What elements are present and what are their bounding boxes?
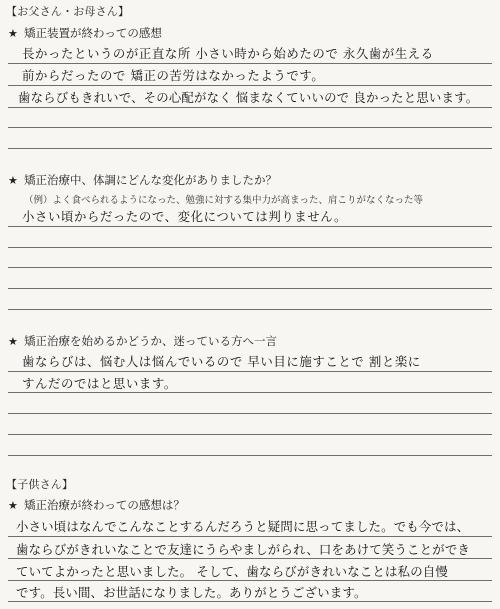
- answer-rule: [8, 267, 492, 268]
- parents-q3-prompt-text: 矯正治療を始めるかどうか、迷っている方へ一言: [24, 334, 277, 348]
- answer-rule: [8, 226, 492, 227]
- parents-q1-answer-line-3: 歯ならびもきれいで、その心配がなく 悩まなくていいので 良かったと思います。: [18, 90, 479, 105]
- parents-q2-prompt-text: 矯正治療中、体調にどんな変化がありましたか？: [24, 173, 277, 187]
- answer-rule: [8, 580, 492, 581]
- answer-rule: [8, 536, 492, 537]
- answer-rule: [8, 455, 492, 456]
- answer-rule: [8, 392, 492, 393]
- star-bullet-icon: ★: [8, 499, 18, 512]
- parents-q2-example: （例）よく食べられるようになった、勉強に対する集中力が高まった、肩こりがなくなった等: [24, 195, 424, 206]
- answer-rule: [8, 371, 492, 372]
- parents-section-header: 【お父さん・お母さん】: [6, 5, 130, 18]
- child-q1-answer-line-2: 歯ならびがきれいなことで友達にうらやましがられ、口をあけて笑うことができ: [16, 542, 471, 557]
- answer-rule: [8, 309, 492, 310]
- parents-q2-answer-line-1: 小さい頃からだったので、変化については判りません。: [22, 209, 348, 224]
- answer-rule: [8, 288, 492, 289]
- answer-rule: [8, 413, 492, 414]
- answer-rule: [8, 63, 492, 64]
- star-bullet-icon: ★: [8, 174, 18, 187]
- parents-q3-prompt: [8, 333, 277, 349]
- answer-rule: [8, 148, 492, 149]
- answer-rule: [8, 434, 492, 435]
- star-bullet-icon: ★: [8, 27, 18, 40]
- answer-rule: [8, 107, 492, 108]
- parents-q3-answer-line-2: すんだのではと思います。: [22, 376, 177, 391]
- parents-q1-prompt: [8, 25, 162, 41]
- answer-rule: [8, 127, 492, 128]
- child-q1-prompt-text: 矯正治療が終わっての感想は？: [24, 498, 185, 512]
- child-q1-answer-line-4: です。長い間、お世話になりました。ありがとうございます。: [16, 585, 367, 600]
- answer-rule: [8, 601, 492, 602]
- answer-rule: [8, 247, 492, 248]
- child-section-header: 【子供さん】: [6, 478, 74, 491]
- parents-q3-answer-line-1: 歯ならびは、悩む人は悩んでいるので 早い目に施すことで 割と楽に: [22, 354, 421, 369]
- parents-q1-prompt-text: 矯正装置が終わっての感想: [24, 26, 162, 40]
- child-q1-prompt: [8, 497, 185, 513]
- answer-rule: [8, 558, 492, 559]
- parents-q2-prompt: [8, 172, 277, 188]
- child-q1-answer-line-1: 小さい頃はなんでこんなことするんだろうと疑問に思ってました。でも今では、: [16, 519, 470, 534]
- star-bullet-icon: ★: [8, 335, 18, 348]
- parents-q1-answer-line-1: 長かったというのが正直な所 小さい時から始めたので 永久歯が生える: [22, 46, 434, 61]
- answer-rule: [8, 85, 492, 86]
- parents-q1-answer-line-2: 前からだったので 矯正の苦労はなかったようです。: [22, 68, 325, 83]
- child-q1-answer-line-3: ていてよかったと思いました。 そして、歯ならびがきれいなことは私の自慢: [16, 564, 448, 579]
